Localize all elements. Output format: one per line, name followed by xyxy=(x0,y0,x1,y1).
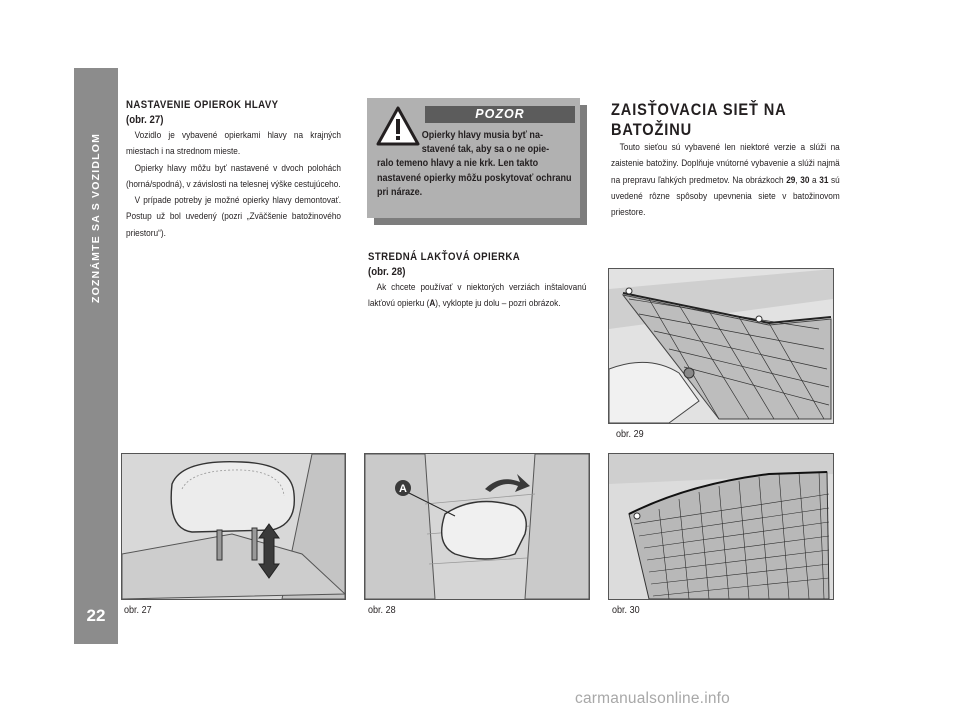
armrest-section xyxy=(368,250,586,313)
armrest-subtitle: (obr. 28) xyxy=(368,266,406,278)
figure-28-caption: obr. 28 xyxy=(368,604,396,616)
figure-30-caption: obr. 30 xyxy=(612,604,640,616)
warning-line: stavené tak, aby sa o ne opie- xyxy=(421,143,550,156)
headrests-paragraph: V prípade potreby je možné opierky hlavy demontovať. Postup už bol uvedený (pozri „Zväčšenie batožinového priestoru“). xyxy=(126,195,341,239)
figure-29-caption: obr. 29 xyxy=(616,428,644,440)
armrest-title: STREDNÁ LAKŤOVÁ OPIERKA xyxy=(368,251,521,263)
figure-29-net-hooks xyxy=(608,268,834,424)
warning-line: ralo temeno hlavy a nie krk. Len takto nastavené opierky môžu poskytovať ochranu pri náraze. xyxy=(377,157,572,198)
armrest-paragraph: Ak chcete používať v niektorých verziách inštalovanú lakťovú opierku (A), vyklopte ju dolu – pozri obrázok. xyxy=(368,282,587,310)
warning-text xyxy=(377,128,575,199)
warning-box xyxy=(367,98,580,218)
headrests-paragraph: Opierky hlavy môžu byť nastavené v dvoch polohách (horná/spodná), v závislosti na telesnej výške cestujúceho. xyxy=(126,162,341,190)
armrest-ref: A xyxy=(429,298,436,310)
figure-ref: 31 xyxy=(819,174,829,186)
section-title: ZOZNÁMTE SA S VOZIDLOM xyxy=(90,132,102,304)
figure-30-net xyxy=(608,453,834,600)
net-section xyxy=(611,100,840,221)
page-number: 22 xyxy=(86,606,106,625)
section-sidebar xyxy=(74,68,118,644)
figure-ref: 30 xyxy=(800,174,810,186)
headrests-subtitle: (obr. 27) xyxy=(126,114,164,126)
headrests-paragraph: Vozidlo je vybavené opierkami hlavy na krajných miestach i na strednom mieste. xyxy=(126,130,341,158)
figure-27-caption: obr. 27 xyxy=(124,604,152,616)
figure-28-label: A xyxy=(399,483,407,495)
warning-title: POZOR xyxy=(475,107,525,121)
headrests-title: NASTAVENIE OPIEROK HLAVY xyxy=(126,99,279,111)
figure-28-armrest xyxy=(364,453,590,600)
figure-ref: 29 xyxy=(786,174,796,186)
watermark: carmanualsonline.info xyxy=(575,690,730,707)
headrests-section xyxy=(126,98,341,242)
net-paragraph: Touto sieťou sú vybavené len niektoré verzie a slúži na zaistenie batožiny. Doplňuje vnútorné vybavenie a slúži najmä na prepravu ľahkých predmetov. Na obrázkoch 29, 30 a 31 sú uvedené rôzne spôsoby upevnenia siete v batožinovom priestore. xyxy=(611,142,840,219)
warning-title-bar xyxy=(425,106,575,123)
net-title: ZAISŤOVACIA SIEŤ NA BATOŽINU xyxy=(611,100,787,139)
figure-27-headrest xyxy=(121,453,346,600)
warning-line: Opierky hlavy musia byť na- xyxy=(421,129,543,141)
